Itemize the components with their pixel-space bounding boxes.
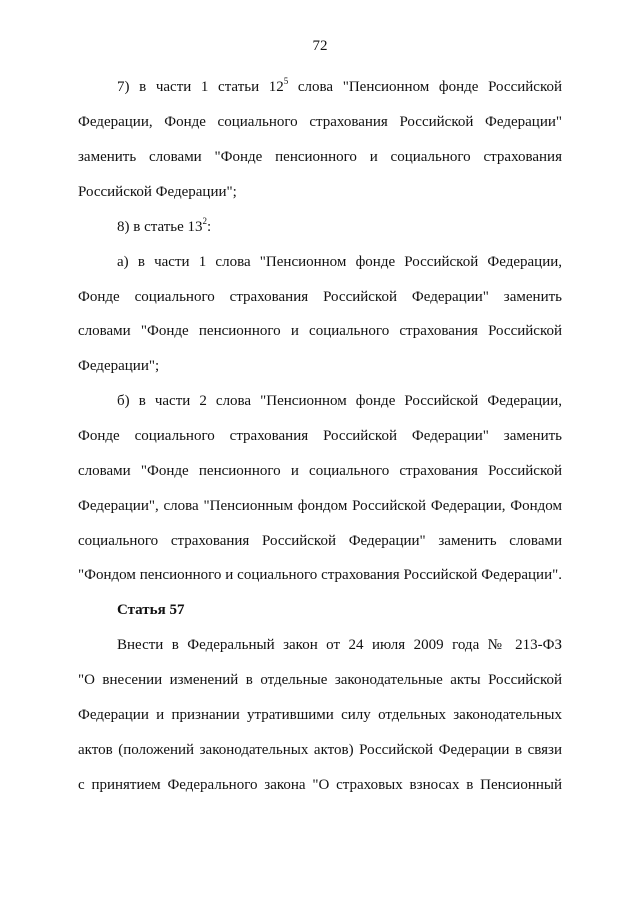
item-8-superscript: 2 <box>202 216 208 226</box>
subitem-a-line-4: Федерации"; <box>78 358 160 374</box>
item-7-text-b: слова "Пенсионном фонде Российской <box>288 79 563 95</box>
subitem-a-line-3: словами "Фонде пенсионного и социального страхования Российской <box>78 323 562 339</box>
subitem-b-line-3: словами "Фонде пенсионного и социального страхования Российской <box>78 463 562 479</box>
item-7-superscript: 5 <box>283 76 289 86</box>
subitem-b-line-2: Фонде социального страхования Российской Федерации" заменить <box>78 428 562 444</box>
item-8-text-b: : <box>207 219 212 235</box>
item-7-line-2: Федерации, Фонде социального страхования Российской Федерации" <box>78 114 562 130</box>
article-57-line-3: Федерации и признании утратившими силу отдельных законодательных <box>78 707 562 723</box>
subitem-b-line-5: социального страхования Российской Федерации" заменить словами <box>78 533 562 549</box>
item-8-line-1 <box>117 217 562 237</box>
article-57-line-1: Внести в Федеральный закон от 24 июля 2009 года № 213-ФЗ <box>117 637 562 653</box>
subitem-a-line-1: а) в части 1 слова "Пенсионном фонде Российской Федерации, <box>117 254 562 270</box>
article-57-line-5: с принятием Федерального закона "О страховых взносах в Пенсионный <box>78 777 562 793</box>
item-7-line-1 <box>117 77 562 97</box>
item-7-line-3: заменить словами "Фонде пенсионного и социального страхования <box>78 149 562 165</box>
subitem-b-line-6: "Фондом пенсионного и социального страхования Российской Федерации". <box>78 567 562 583</box>
subitem-b-line-1: б) в части 2 слова "Пенсионном фонде Российской Федерации, <box>117 393 562 409</box>
item-7-line-4: Российской Федерации"; <box>78 184 237 200</box>
subitem-a-line-2: Фонде социального страхования Российской Федерации" заменить <box>78 289 562 305</box>
article-heading: Статья 57 <box>117 602 185 618</box>
article-57-line-4: актов (положений законодательных актов) Российской Федерации в связи <box>78 742 562 758</box>
item-8-text-a: 8) в статье 13 <box>117 219 203 235</box>
article-57-line-2: "О внесении изменений в отдельные законодательные акты Российской <box>78 672 562 688</box>
item-7-text-a: 7) в части 1 статьи 12 <box>117 79 284 95</box>
subitem-b-line-4: Федерации", слова "Пенсионным фондом Российской Федерации, Фондом <box>78 498 562 514</box>
page-number: 72 <box>312 38 328 54</box>
